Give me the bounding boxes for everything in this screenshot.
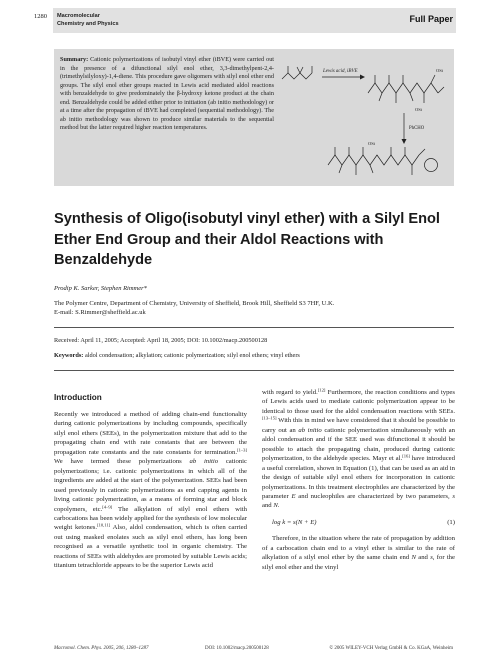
keywords-list: aldol condensation; alkylation; cationic polymerization; silyl enol ethers; vinyl ethers	[84, 352, 300, 359]
journal-name	[57, 12, 119, 28]
equation-number: (1)	[447, 518, 455, 526]
equation-1	[272, 518, 455, 527]
citation: [4–9]	[102, 504, 113, 510]
journal-line-2: Chemistry and Physics	[57, 21, 119, 27]
intro-paragraph-2	[262, 534, 455, 572]
divider-bottom	[54, 370, 454, 371]
emphasis: s	[430, 554, 433, 562]
citation: [10,11]	[97, 523, 111, 529]
emphasis: E	[291, 492, 296, 500]
summary-body: Cationic polymerizations of isobutyl vinyl ether (iBVE) were carried out in the presence of a difunctional silyl enol ether, 3,3-dimethylpent-2,4-(trimethylsilyloxy)-1,4-diene. This procedure gave oligomers with silyl enol ether end groups. The silyl enol ether groups reacted in Lewis acid mediated aldol reactions with benzaldehyde to give predominately the β-hydroxy ketone product at the chain end. Benzaldehyde could be added either prior to initiation (ab initio methodology) or at a time after the propagation of iBVE had completed (sequential methodology). The ab initio methodology was shown to produce similar materials to the sequential method but the latter required higher reaction temperatures.	[60, 56, 275, 132]
author-affiliation: The Polymer Centre, Department of Chemistry, University of Sheffield, Brook Hill, Sheffield S3 7HF, U.K.	[54, 300, 335, 307]
reaction-scheme-figure	[278, 53, 450, 181]
divider-top	[54, 327, 454, 328]
footer-doi: DOI: 10.1002/macp.200500128	[205, 646, 269, 651]
section-label: Full Paper	[409, 14, 453, 24]
citation: [16]	[402, 453, 410, 459]
text-run: .	[277, 502, 280, 510]
text-run: cationic polymerization simultaneously with an aldol condensation and if the SEE used was difunctional it should be possible to attach the propagating chain, produced during cationic polymerization, to the aldehyde species. Mayr et al.	[262, 426, 455, 463]
summary-label: Summary:	[60, 56, 89, 63]
text-run: We have termed these polymerizations	[54, 458, 190, 466]
oligomer-structure-2	[328, 147, 425, 175]
text-run: have introduced a useful correlation, shown in Equation (1), that can be used as an aid in the design of suitable silyl enol ethers for incorporation in cationic polymerizations. In this treatment electrophiles are characterized by the parameter	[262, 455, 455, 500]
text-run: , for the silyl enol ether and the vinyl	[262, 554, 455, 571]
emphasis: ab initio	[189, 458, 219, 466]
body-column-left	[54, 393, 247, 571]
text-run: Therefore, in the situation where the rate of propagation by addition of a carbocation chain end to a vinyl ether is similar to the rate of alkylation of a silyl enol ether by the same chain end	[262, 535, 455, 562]
author-email: E-mail: S.Rimmer@sheffield.ac.uk	[54, 309, 146, 316]
text-run: With this in mind we have considered that it should be possible to carry out an	[262, 417, 455, 434]
osi-label-3: OSi	[368, 141, 376, 146]
citation: [13–15]	[262, 415, 277, 421]
reactant-structure	[282, 66, 312, 79]
osi-label-1: OSi	[436, 68, 444, 73]
equation-formula: log k = s(N + E)	[272, 518, 317, 526]
intro-paragraph-1-continued	[262, 388, 455, 511]
phenyl-ring	[425, 159, 438, 172]
text-run: Recently we introduced a method of adding chain-end functionality during cationic polymerizations by including compounds, specifically silyl enol ethers (SEEs), in the polymerization mixture that add to the propagating chain end with rate constants that are between the propagation rate constants and the rate constants for termination.	[54, 411, 247, 456]
oligomer-structure-1	[368, 75, 444, 103]
body-column-right	[262, 388, 455, 572]
emphasis: s	[452, 492, 455, 500]
text-run: Also, aldol condensation, which is often carried out using masked enolates such as silyl enol ethers, has long been recognised as a versatile synthetic tool in organic chemistry. The reactions of SEEs with aldehydes are promoted by suitable Lewis acids; titanium tetrachloride appears to be the superior Lewis acid	[54, 524, 247, 570]
reagent-label-bottom: PhCHO	[409, 126, 425, 131]
citation: [12]	[317, 387, 326, 393]
text-run: cationic polymerizations; i.e. cationic polymerizations in which all of the ingredients are added at the start of the polymerization. SEEs had been used previously in cationic polymerizations as end capping agents in living cationic polymerization, as a means of forming star and block copolymers, etc.	[54, 458, 247, 513]
emphasis: ab initio	[298, 426, 322, 434]
footer-citation: Macromol. Chem. Phys. 2005, 206, 1280–1287	[54, 646, 149, 651]
article-authors: Prodip K. Sarker, Stephen Rimmer*	[54, 285, 147, 292]
text-run: and	[262, 502, 274, 510]
text-run: The alkylation of silyl enol ethers with carbocations has been widely applied for the synthesis of low molecular weight ketones.	[54, 505, 248, 532]
footer-copyright: © 2005 WILEY-VCH Verlag GmbH & Co. KGaA, Weinheim	[329, 646, 453, 651]
introduction-heading: Introduction	[54, 393, 102, 402]
arrowhead-vertical	[402, 139, 407, 144]
article-title: Synthesis of Oligo(isobutyl vinyl ether) with a Silyl Enol Ether End Group and their Aldol Reactions with Benzaldehyde	[54, 211, 440, 268]
arrowhead-horizontal	[360, 75, 365, 80]
article-dates: Received: April 11, 2005; Accepted: April 18, 2005; DOI: 10.1002/macp.200500128	[54, 337, 268, 344]
page-number: 1280	[34, 13, 47, 20]
intro-paragraph-1	[54, 410, 247, 571]
journal-line-1: Macromolecular	[57, 13, 100, 19]
affiliation-block	[54, 299, 454, 317]
reagent-label-top: Lewis acid, iBVE	[323, 69, 358, 74]
text-run: with regard to yield.	[262, 389, 318, 396]
article-keywords	[54, 352, 454, 359]
citation: [1–3]	[237, 447, 247, 453]
keywords-label: Keywords:	[54, 352, 84, 359]
osi-label-2: OSi	[415, 107, 423, 112]
emphasis: N	[411, 554, 416, 562]
text-run: Furthermore, the reaction conditions and types of Lewis acids used to mediate cationic polymerization appear to be identical to those used for the aldol condensation reactions with SEEs.	[262, 389, 455, 415]
emphasis: N	[273, 502, 278, 510]
summary-text	[60, 56, 274, 133]
text-run: and	[415, 554, 431, 562]
text-run: and nucleophiles are characterized by two parameters,	[295, 492, 453, 500]
